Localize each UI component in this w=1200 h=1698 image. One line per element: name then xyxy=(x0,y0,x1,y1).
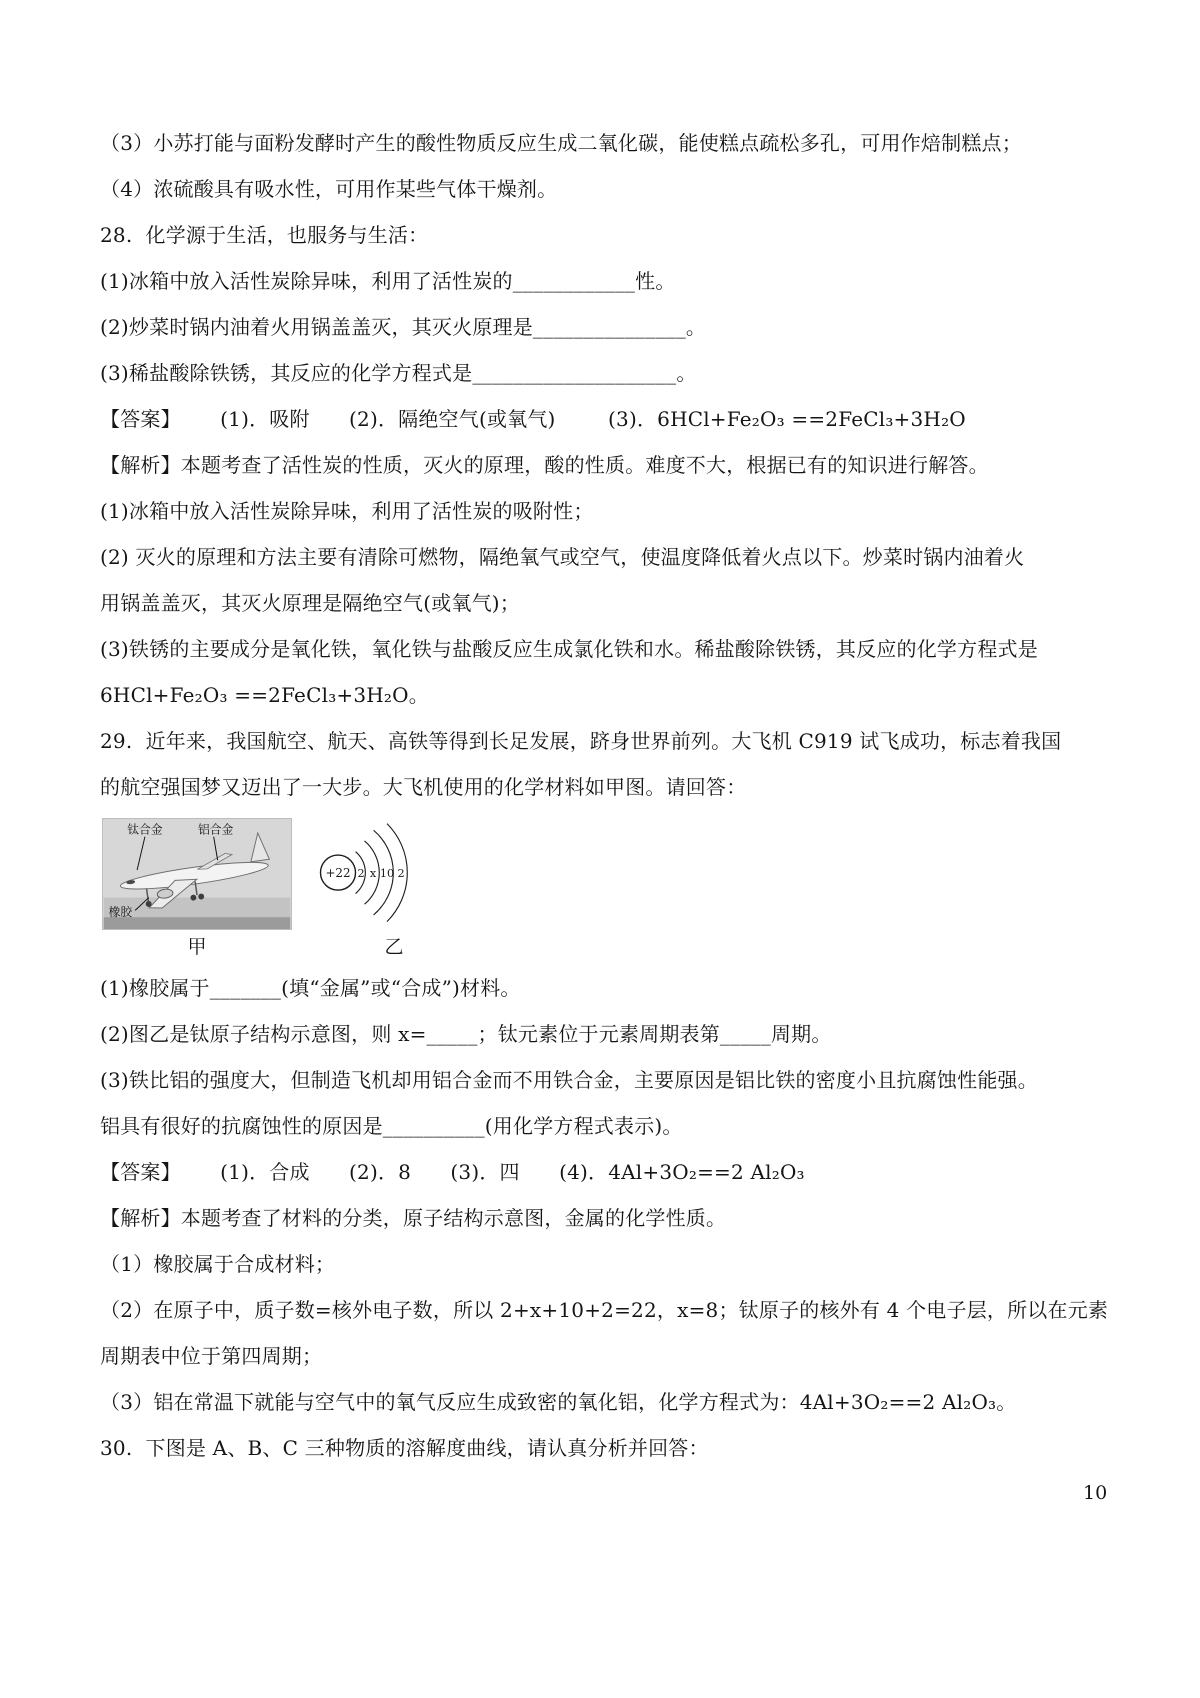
page-number: 10 xyxy=(1083,1482,1108,1504)
question-28-blank-1: (1)冰箱中放入活性炭除异味，利用了活性炭的____________性。 xyxy=(100,269,676,293)
text-line: （3）小苏打能与面粉发酵时产生的酸性物质反应生成二氧化碳，能使糕点疏松多孔，可用作焙制糕点； xyxy=(100,131,1022,155)
text-line: 周期表中位于第四周期； xyxy=(100,1344,323,1368)
text-line: （3）铝在常温下就能与空气中的氧气反应生成致密的氧化铝，化学方程式为：4Al+3O₂==2 Al₂O₃。 xyxy=(100,1390,1017,1414)
text-line: (1)冰箱中放入活性炭除异味，利用了活性炭的吸附性； xyxy=(100,499,594,523)
text-line: (3)铁锈的主要成分是氧化铁，氧化铁与盐酸反应生成氯化铁和水。稀盐酸除铁锈，其反应的化学方程式是 xyxy=(100,637,1038,661)
question-28-blank-3: (3)稀盐酸除铁锈，其反应的化学方程式是____________________。 xyxy=(100,361,697,385)
text-line: （2）在原子中，质子数=核外电子数，所以 2+x+10+2=22，x=8；钛原子的核外有 4 个电子层，所以在元素 xyxy=(100,1298,1109,1322)
shell-electron-count-1: 2 xyxy=(357,866,365,880)
text-line: 铝具有很好的抗腐蚀性的原因是__________(用化学方程式表示)。 xyxy=(100,1114,683,1138)
question-29-figure xyxy=(102,818,1110,959)
text-line: 的航空强国梦又迈出了一大步。大飞机使用的化学材料如甲图。请回答： xyxy=(100,775,747,799)
label-aluminum-alloy: 铝合金 xyxy=(197,822,234,837)
airplane-figure xyxy=(102,818,292,959)
text-line: 用锅盖盖灭，其灭火原理是隔绝空气(或氧气)； xyxy=(100,591,521,615)
question-29-blank-1: (1)橡胶属于_______(填“金属”或“合成”)材料。 xyxy=(100,976,521,1000)
airplane-photo xyxy=(102,818,292,930)
atom-figure xyxy=(310,818,478,959)
analysis-28-line: 【解析】本题考查了活性炭的性质，灭火的原理，酸的性质。难度不大，根据已有的知识进行解答。 xyxy=(100,453,989,477)
question-30-title: 30. 下图是 A、B、C 三种物质的溶解度曲线，请认真分析并回答： xyxy=(100,1436,709,1460)
question-29-title: 29. 近年来，我国航空、航天、高铁等得到长足发展，跻身世界前列。大飞机 C919 试飞成功，标志着我国 xyxy=(100,729,1062,753)
figure-caption-jia: 甲 xyxy=(187,936,207,958)
answer-28-line: 【答案】 (1)．吸附 (2)．隔绝空气(或氧气) (3)．6HCl+Fe₂O₃ ==2FeCl₃+3H₂O xyxy=(100,407,966,431)
shell-electron-count-4: 2 xyxy=(397,866,405,880)
question-29-blank-3: (3)铁比铝的强度大，但制造飞机却用铝合金而不用铁合金，主要原因是铝比铁的密度小且抗腐蚀性能强。 xyxy=(100,1068,1038,1092)
figure-caption-yi: 乙 xyxy=(384,936,404,958)
label-rubber: 橡胶 xyxy=(108,905,133,920)
nucleus-charge: +22 xyxy=(325,865,351,880)
label-titanium-alloy: 钛合金 xyxy=(127,822,163,837)
shell-electron-count-3: 10 xyxy=(379,866,395,880)
document-content xyxy=(100,128,1110,1479)
analysis-29-line: 【解析】本题考查了材料的分类，原子结构示意图，金属的化学性质。 xyxy=(100,1206,727,1230)
shell-electron-count-2: x xyxy=(369,866,377,880)
text-line: （4）浓硫酸具有吸水性，可用作某些气体干燥剂。 xyxy=(100,177,558,201)
question-28-blank-2: (2)炒菜时锅内油着火用锅盖盖灭，其灭火原理是_______________。 xyxy=(100,315,707,339)
answer-29-line: 【答案】 (1)．合成 (2)．8 (3)．四 (4)．4Al+3O₂==2 Al₂O₃ xyxy=(100,1160,805,1184)
question-29-blank-2: (2)图乙是钛原子结构示意图，则 x=_____；钛元素位于元素周期表第_____周期。 xyxy=(100,1022,832,1046)
atom-structure-diagram xyxy=(310,818,478,930)
text-line: (2) 灭火的原理和方法主要有清除可燃物，隔绝氧气或空气，使温度降低着火点以下。炒菜时锅内油着火 xyxy=(100,545,1025,569)
text-line: （1）橡胶属于合成材料； xyxy=(100,1252,336,1276)
text-line: 6HCl+Fe₂O₃ ==2FeCl₃+3H₂O。 xyxy=(100,683,429,707)
question-28-title: 28. 化学源于生活，也服务与生活： xyxy=(100,223,429,247)
